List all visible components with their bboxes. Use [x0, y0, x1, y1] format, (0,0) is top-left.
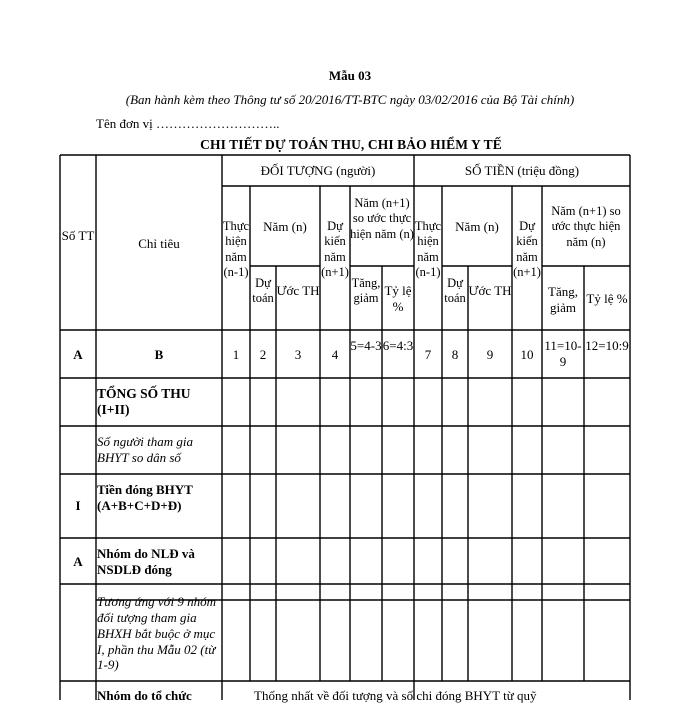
- index-cell: 12=10:9: [585, 338, 629, 353]
- header-stt: Số TT: [61, 228, 95, 243]
- index-cell: 7: [424, 347, 432, 362]
- row-nhom-to-chuc-note: Thống nhất về đối tượng và số chi đóng BHYT từ quỹ: [254, 688, 537, 703]
- header-so-tien: SỐ TIỀN (triệu đồng): [464, 163, 580, 178]
- form-subtitle: (Ban hành kèm theo Thông tư số 20/2016/TT-BTC ngày 03/02/2016 của Bộ Tài chính): [125, 92, 575, 107]
- header-doi-tuong: ĐỐI TƯỢNG (người): [260, 163, 376, 178]
- header-thuc-hien-st: Thực hiện năm (n-1): [414, 219, 442, 279]
- row-so-nguoi-label: Số người tham gia BHYT so dân số: [97, 434, 194, 465]
- unit-name-line: Tên đơn vị ………………………..: [96, 116, 280, 131]
- header-nam-n-dt: Năm (n): [263, 219, 307, 234]
- header-tang-giam-st: Tăng, giảm: [548, 284, 578, 315]
- index-cell: 2: [259, 347, 267, 362]
- header-chi-tieu: Chỉ tiêu: [138, 236, 180, 251]
- header-uoc-th-st: Ước TH: [468, 283, 512, 298]
- row-i-stt: I: [75, 498, 81, 513]
- index-cell: 6=4:3: [382, 338, 414, 353]
- row-tien-dong-label: Tiền đóng BHYT (A+B+C+D+Đ): [97, 482, 193, 513]
- form-number: Mẫu 03: [328, 68, 372, 83]
- row-tuong-ung-label: Tương ứng với 9 nhóm đối tượng tham gia BHXH bắt buộc ở mục I, phần thu Mẫu 02 (từ 1-9): [97, 594, 217, 673]
- header-so-uoc-dt: Năm (n+1) so ước thực hiện năm (n): [350, 196, 414, 241]
- header-du-toan-st: Dự toán: [444, 276, 466, 306]
- index-cell: 1: [232, 347, 240, 362]
- header-ty-le-dt: Tỷ lệ %: [384, 283, 412, 314]
- index-cell: 3: [294, 347, 302, 362]
- index-cell: 11=10-9: [544, 338, 582, 369]
- row-nhom-to-chuc-label: Nhóm do tổ chức: [97, 688, 192, 703]
- index-cell: A: [73, 347, 83, 362]
- header-ty-le-st: Tỷ lệ %: [586, 291, 628, 306]
- index-cell: 10: [520, 347, 534, 362]
- header-uoc-th-dt: Ước TH: [276, 283, 320, 298]
- table-title: CHI TIẾT DỰ TOÁN THU, CHI BẢO HIỂM Y TẾ: [200, 137, 502, 152]
- header-du-kien-dt: Dự kiến năm (n+1): [321, 219, 349, 279]
- index-cell: 5=4-3: [350, 338, 382, 353]
- header-so-uoc-st: Năm (n+1) so ước thực hiện năm (n): [551, 204, 621, 249]
- row-a-stt: A: [73, 554, 83, 569]
- index-cell: B: [154, 347, 164, 362]
- index-cell: 8: [451, 347, 459, 362]
- header-nam-n-st: Năm (n): [455, 219, 499, 234]
- row-nhom-nld-label: Nhóm do NLĐ và NSDLĐ đóng: [97, 546, 195, 577]
- index-cell: 9: [486, 347, 494, 362]
- header-thuc-hien-dt: Thực hiện năm (n-1): [222, 219, 250, 279]
- index-cell: 4: [331, 347, 339, 362]
- header-tang-giam-dt: Tăng, giảm: [351, 276, 381, 306]
- row-tong-so-thu-label: TỔNG SỐ THU (I+II): [97, 386, 191, 418]
- header-du-toan-dt: Dự toán: [252, 276, 274, 306]
- header-du-kien-st: Dự kiến năm (n+1): [513, 219, 541, 279]
